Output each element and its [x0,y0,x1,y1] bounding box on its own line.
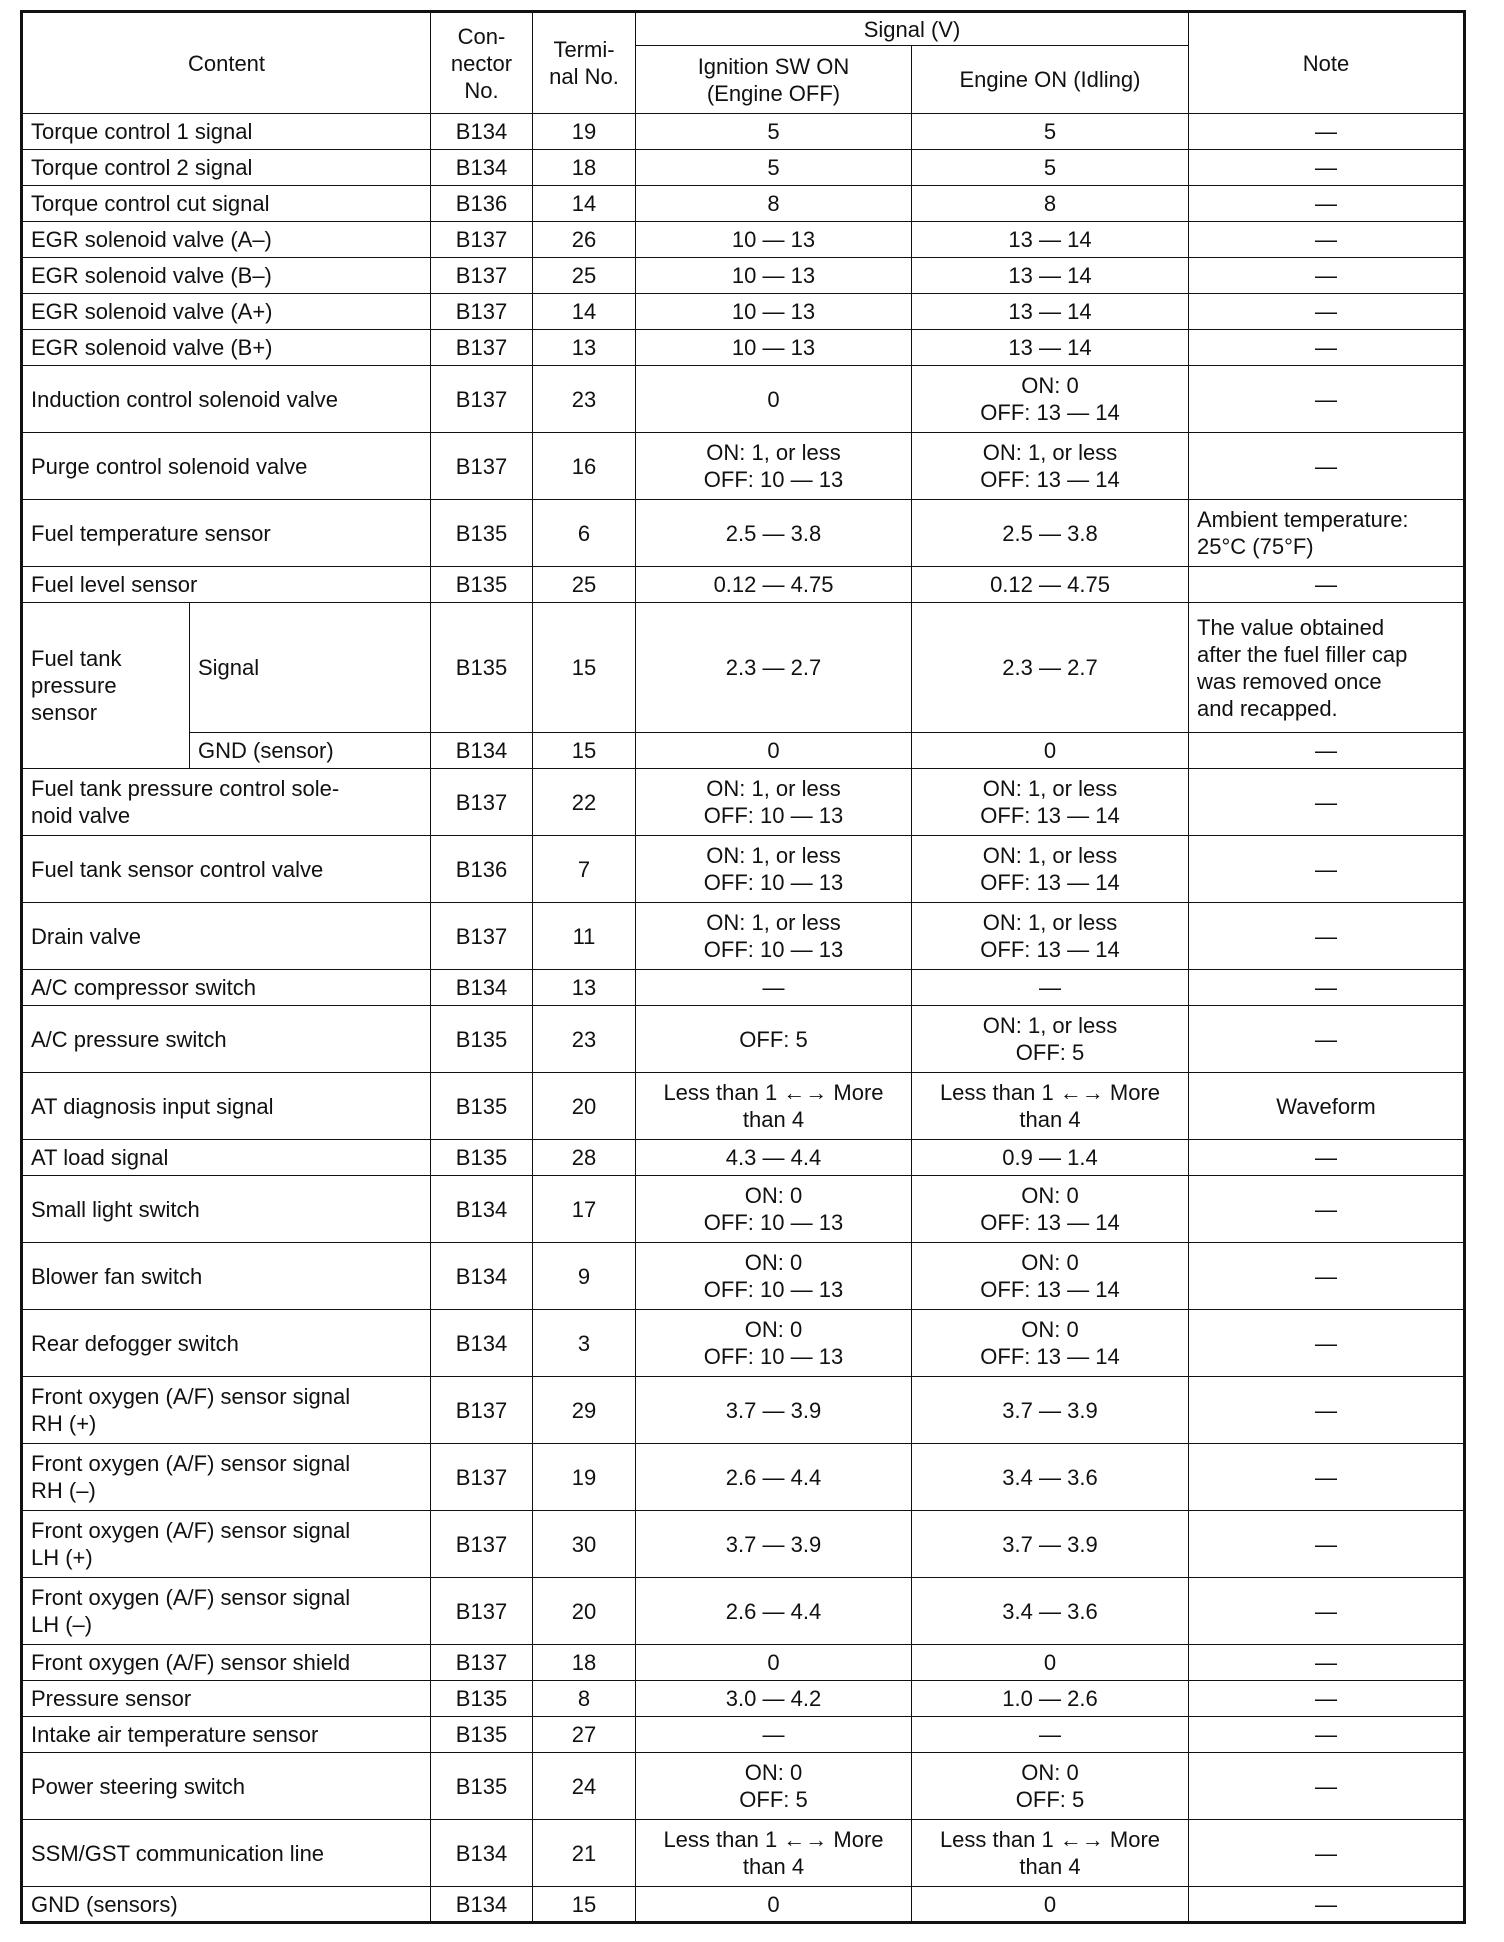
note-cell: — [1189,733,1465,769]
table-row [22,1073,1465,1140]
connector-cell: B136 [431,836,533,903]
ignition-on-signal-cell: ON: 1, or less OFF: 10 — 13 [636,836,912,903]
terminal-cell: 7 [533,836,636,903]
engine-on-signal-cell: 2.5 — 3.8 [912,500,1189,567]
terminal-cell: 15 [533,1887,636,1923]
note-cell: — [1189,769,1465,836]
table-row [22,366,1465,433]
note-cell: Ambient temperature: 25°C (75°F) [1189,500,1465,567]
ignition-on-signal-cell: ON: 1, or less OFF: 10 — 13 [636,769,912,836]
terminal-cell: 25 [533,258,636,294]
header-connector: Con- nector No. [431,12,533,114]
table-row [22,258,1465,294]
table-row [22,1140,1465,1176]
note-cell: — [1189,1511,1465,1578]
content-cell: Torque control 1 signal [22,114,431,150]
engine-on-signal-cell: 3.4 — 3.6 [912,1578,1189,1645]
content-cell: EGR solenoid valve (A+) [22,294,431,330]
engine-on-signal-cell: 13 — 14 [912,330,1189,366]
terminal-cell: 11 [533,903,636,970]
engine-on-signal-cell: ON: 0 OFF: 13 — 14 [912,1176,1189,1243]
content-cell: Drain valve [22,903,431,970]
connector-cell: B137 [431,294,533,330]
engine-on-signal-cell: — [912,970,1189,1006]
engine-on-signal-cell: 3.7 — 3.9 [912,1511,1189,1578]
ignition-on-signal-cell: 2.5 — 3.8 [636,500,912,567]
connector-cell: B137 [431,366,533,433]
note-cell: — [1189,433,1465,500]
ignition-on-signal-cell: 4.3 — 4.4 [636,1140,912,1176]
content-cell: Front oxygen (A/F) sensor shield [22,1645,431,1681]
ignition-on-signal-cell: ON: 0 OFF: 10 — 13 [636,1310,912,1377]
content-cell: EGR solenoid valve (A–) [22,222,431,258]
ignition-on-signal-cell: Less than 1 ←→ More than 4 [636,1073,912,1140]
ignition-on-signal-cell: ON: 1, or less OFF: 10 — 13 [636,433,912,500]
terminal-cell: 16 [533,433,636,500]
content-cell: AT load signal [22,1140,431,1176]
table-row [22,114,1465,150]
connector-cell: B135 [431,1753,533,1820]
connector-cell: B134 [431,114,533,150]
table-row [22,1511,1465,1578]
engine-on-signal-cell: 13 — 14 [912,258,1189,294]
engine-on-signal-cell: — [912,1717,1189,1753]
connector-cell: B137 [431,258,533,294]
engine-on-signal-cell: 2.3 — 2.7 [912,603,1189,733]
ignition-on-signal-cell: 3.7 — 3.9 [636,1377,912,1444]
note-cell: — [1189,1753,1465,1820]
terminal-cell: 23 [533,366,636,433]
table-row [22,1310,1465,1377]
ignition-on-signal-cell: 2.3 — 2.7 [636,603,912,733]
note-cell: — [1189,1310,1465,1377]
connector-cell: B135 [431,603,533,733]
content-cell: EGR solenoid valve (B+) [22,330,431,366]
note-cell: — [1189,1887,1465,1923]
table-row [22,222,1465,258]
table-row [22,1377,1465,1444]
terminal-cell: 14 [533,294,636,330]
note-cell: — [1189,1578,1465,1645]
connector-cell: B134 [431,733,533,769]
table-row [22,1887,1465,1923]
terminal-cell: 13 [533,970,636,1006]
ignition-on-signal-cell: 10 — 13 [636,258,912,294]
note-cell: The value obtained after the fuel filler cap was removed once and recapped. [1189,603,1465,733]
engine-on-signal-cell: Less than 1 ←→ More than 4 [912,1073,1189,1140]
terminal-cell: 29 [533,1377,636,1444]
connector-cell: B137 [431,433,533,500]
content-group-cell: Fuel tank pressure sensor [22,603,190,769]
engine-on-signal-cell: Less than 1 ←→ More than 4 [912,1820,1189,1887]
engine-on-signal-cell: ON: 1, or less OFF: 13 — 14 [912,903,1189,970]
connector-cell: B134 [431,1887,533,1923]
content-cell: Front oxygen (A/F) sensor signal RH (+) [22,1377,431,1444]
table-row [22,567,1465,603]
note-cell: — [1189,150,1465,186]
ignition-on-signal-cell: Less than 1 ←→ More than 4 [636,1820,912,1887]
engine-on-signal-cell: 5 [912,114,1189,150]
connector-cell: B137 [431,1377,533,1444]
content-cell: Front oxygen (A/F) sensor signal RH (–) [22,1444,431,1511]
note-cell: — [1189,330,1465,366]
terminal-cell: 25 [533,567,636,603]
terminal-signal-table [20,10,1466,1924]
terminal-cell: 18 [533,1645,636,1681]
table-row [22,1444,1465,1511]
content-cell: Induction control solenoid valve [22,366,431,433]
header-ignition-on: Ignition SW ON (Engine OFF) [636,46,912,114]
ignition-on-signal-cell: ON: 0 OFF: 10 — 13 [636,1243,912,1310]
header-engine-on: Engine ON (Idling) [912,46,1189,114]
note-cell: — [1189,1377,1465,1444]
connector-cell: B135 [431,1681,533,1717]
terminal-cell: 26 [533,222,636,258]
note-cell: — [1189,1645,1465,1681]
content-cell: Front oxygen (A/F) sensor signal LH (+) [22,1511,431,1578]
connector-cell: B134 [431,150,533,186]
ignition-on-signal-cell: 0 [636,1887,912,1923]
terminal-cell: 17 [533,1176,636,1243]
engine-on-signal-cell: ON: 0 OFF: 5 [912,1753,1189,1820]
ignition-on-signal-cell: 0 [636,1645,912,1681]
content-cell: Fuel tank sensor control valve [22,836,431,903]
note-cell: — [1189,1681,1465,1717]
note-cell: — [1189,114,1465,150]
ignition-on-signal-cell: 8 [636,186,912,222]
table-row [22,1243,1465,1310]
content-cell: Purge control solenoid valve [22,433,431,500]
connector-cell: B134 [431,1176,533,1243]
terminal-cell: 27 [533,1717,636,1753]
content-cell: Rear defogger switch [22,1310,431,1377]
table-row [22,1753,1465,1820]
table-row [22,603,1465,733]
table-row [22,970,1465,1006]
terminal-cell: 18 [533,150,636,186]
table-row [22,1006,1465,1073]
note-cell: — [1189,186,1465,222]
terminal-cell: 28 [533,1140,636,1176]
engine-on-signal-cell: 13 — 14 [912,222,1189,258]
ignition-on-signal-cell: ON: 1, or less OFF: 10 — 13 [636,903,912,970]
table-row [22,836,1465,903]
header-terminal: Termi- nal No. [533,12,636,114]
connector-cell: B134 [431,1243,533,1310]
terminal-cell: 8 [533,1681,636,1717]
note-cell: — [1189,222,1465,258]
connector-cell: B135 [431,1073,533,1140]
content-cell: EGR solenoid valve (B–) [22,258,431,294]
note-cell: — [1189,836,1465,903]
terminal-cell: 20 [533,1073,636,1140]
connector-cell: B137 [431,769,533,836]
table-row [22,733,1465,769]
content-cell: A/C pressure switch [22,1006,431,1073]
content-sub-cell: Signal [190,603,431,733]
terminal-cell: 24 [533,1753,636,1820]
connector-cell: B137 [431,1645,533,1681]
ignition-on-signal-cell: 10 — 13 [636,294,912,330]
connector-cell: B135 [431,567,533,603]
note-cell: — [1189,1140,1465,1176]
note-cell: — [1189,1176,1465,1243]
table-row [22,903,1465,970]
note-cell: — [1189,294,1465,330]
table-row [22,433,1465,500]
engine-on-signal-cell: 1.0 — 2.6 [912,1681,1189,1717]
ignition-on-signal-cell: 2.6 — 4.4 [636,1578,912,1645]
table-row [22,1820,1465,1887]
engine-on-signal-cell: ON: 1, or less OFF: 13 — 14 [912,836,1189,903]
terminal-cell: 21 [533,1820,636,1887]
table-row [22,1176,1465,1243]
content-sub-cell: GND (sensor) [190,733,431,769]
content-cell: Fuel tank pressure control sole- noid valve [22,769,431,836]
header-content: Content [22,12,431,114]
terminal-cell: 20 [533,1578,636,1645]
engine-on-signal-cell: ON: 0 OFF: 13 — 14 [912,366,1189,433]
connector-cell: B135 [431,1140,533,1176]
engine-on-signal-cell: ON: 0 OFF: 13 — 14 [912,1243,1189,1310]
engine-on-signal-cell: ON: 1, or less OFF: 13 — 14 [912,433,1189,500]
note-cell: — [1189,1717,1465,1753]
ignition-on-signal-cell: 5 [636,114,912,150]
connector-cell: B134 [431,1820,533,1887]
engine-on-signal-cell: 0.12 — 4.75 [912,567,1189,603]
terminal-cell: 19 [533,1444,636,1511]
note-cell: — [1189,970,1465,1006]
ignition-on-signal-cell: 10 — 13 [636,222,912,258]
header-note: Note [1189,12,1465,114]
content-cell: Power steering switch [22,1753,431,1820]
ignition-on-signal-cell: OFF: 5 [636,1006,912,1073]
table-row [22,500,1465,567]
terminal-cell: 13 [533,330,636,366]
terminal-cell: 9 [533,1243,636,1310]
connector-cell: B137 [431,1444,533,1511]
content-cell: Fuel level sensor [22,567,431,603]
terminal-cell: 22 [533,769,636,836]
connector-cell: B137 [431,1578,533,1645]
engine-on-signal-cell: ON: 1, or less OFF: 5 [912,1006,1189,1073]
connector-cell: B135 [431,1717,533,1753]
content-cell: Blower fan switch [22,1243,431,1310]
content-cell: Torque control 2 signal [22,150,431,186]
connector-cell: B135 [431,500,533,567]
ignition-on-signal-cell: ON: 0 OFF: 5 [636,1753,912,1820]
engine-on-signal-cell: ON: 0 OFF: 13 — 14 [912,1310,1189,1377]
terminal-cell: 23 [533,1006,636,1073]
note-cell: — [1189,567,1465,603]
table-row [22,186,1465,222]
ignition-on-signal-cell: 2.6 — 4.4 [636,1444,912,1511]
note-cell: — [1189,258,1465,294]
ignition-on-signal-cell: 0 [636,733,912,769]
engine-on-signal-cell: 13 — 14 [912,294,1189,330]
terminal-cell: 3 [533,1310,636,1377]
table-row [22,1645,1465,1681]
note-cell: — [1189,366,1465,433]
table-row [22,1681,1465,1717]
ignition-on-signal-cell: — [636,1717,912,1753]
content-cell: AT diagnosis input signal [22,1073,431,1140]
terminal-cell: 6 [533,500,636,567]
table-row [22,330,1465,366]
engine-on-signal-cell: 0 [912,1887,1189,1923]
ignition-on-signal-cell: 0.12 — 4.75 [636,567,912,603]
note-cell: — [1189,1444,1465,1511]
terminal-cell: 14 [533,186,636,222]
terminal-cell: 15 [533,603,636,733]
table-row [22,150,1465,186]
note-cell: — [1189,903,1465,970]
terminal-cell: 15 [533,733,636,769]
ignition-on-signal-cell: 0 [636,366,912,433]
engine-on-signal-cell: 3.4 — 3.6 [912,1444,1189,1511]
table-row [22,769,1465,836]
connector-cell: B134 [431,970,533,1006]
table-row [22,1717,1465,1753]
content-cell: Intake air temperature sensor [22,1717,431,1753]
connector-cell: B137 [431,1511,533,1578]
engine-on-signal-cell: 0.9 — 1.4 [912,1140,1189,1176]
connector-cell: B134 [431,1310,533,1377]
content-cell: Front oxygen (A/F) sensor signal LH (–) [22,1578,431,1645]
note-cell: — [1189,1243,1465,1310]
content-cell: SSM/GST communication line [22,1820,431,1887]
ignition-on-signal-cell: ON: 0 OFF: 10 — 13 [636,1176,912,1243]
ignition-on-signal-cell: 3.7 — 3.9 [636,1511,912,1578]
engine-on-signal-cell: 8 [912,186,1189,222]
ignition-on-signal-cell: 5 [636,150,912,186]
connector-cell: B137 [431,222,533,258]
content-cell: Fuel temperature sensor [22,500,431,567]
engine-on-signal-cell: ON: 1, or less OFF: 13 — 14 [912,769,1189,836]
engine-on-signal-cell: 0 [912,1645,1189,1681]
content-cell: GND (sensors) [22,1887,431,1923]
connector-cell: B136 [431,186,533,222]
note-cell: — [1189,1006,1465,1073]
header-signal: Signal (V) [636,12,1189,46]
table-row [22,294,1465,330]
connector-cell: B135 [431,1006,533,1073]
ignition-on-signal-cell: 3.0 — 4.2 [636,1681,912,1717]
content-cell: A/C compressor switch [22,970,431,1006]
table-row [22,1578,1465,1645]
engine-on-signal-cell: 3.7 — 3.9 [912,1377,1189,1444]
terminal-cell: 19 [533,114,636,150]
connector-cell: B137 [431,903,533,970]
terminal-cell: 30 [533,1511,636,1578]
ignition-on-signal-cell: — [636,970,912,1006]
content-cell: Torque control cut signal [22,186,431,222]
engine-on-signal-cell: 0 [912,733,1189,769]
connector-cell: B137 [431,330,533,366]
content-cell: Pressure sensor [22,1681,431,1717]
note-cell: Waveform [1189,1073,1465,1140]
engine-on-signal-cell: 5 [912,150,1189,186]
ignition-on-signal-cell: 10 — 13 [636,330,912,366]
content-cell: Small light switch [22,1176,431,1243]
table-body [22,114,1465,1923]
note-cell: — [1189,1820,1465,1887]
